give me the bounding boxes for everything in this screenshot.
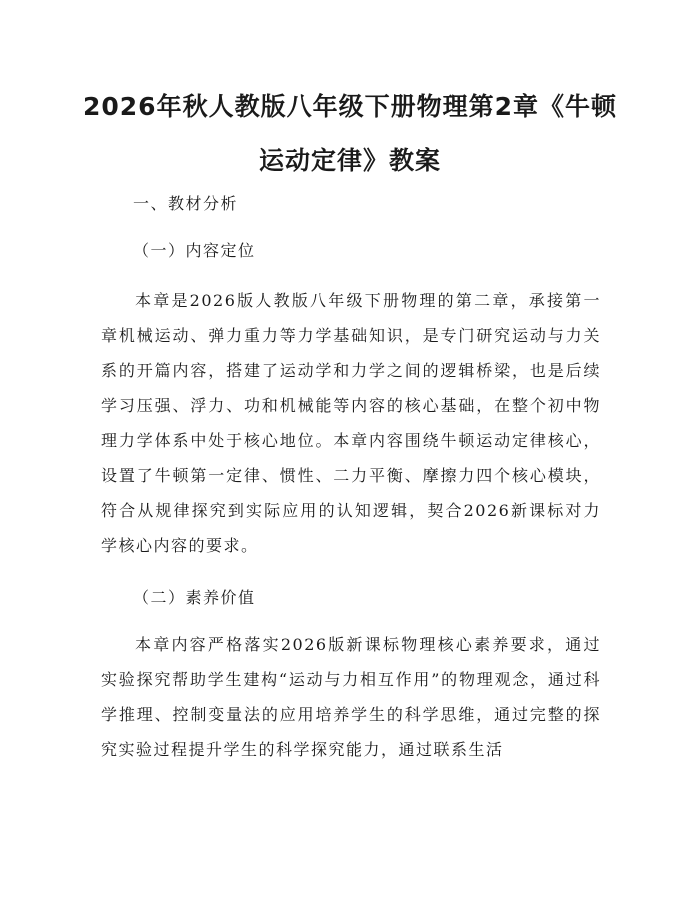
document-title: 2026年秋人教版八年级下册物理第2章《牛顿运动定律》教案 — [83, 92, 617, 175]
subsection-heading-content-positioning: （一）内容定位 — [133, 241, 256, 260]
section-heading-textbook-analysis: 一、教材分析 — [133, 194, 239, 213]
paragraph-literacy-value: 本章内容严格落实2026版新课标物理核心素养要求，通过实验探究帮助学生建构“运动与力相互作用”的物理观念，通过科学推理、控制变量法的应用培养学生的科学思维，通过完整的探究实验过程提升学生的科学探究能力，通过联系生活 — [101, 635, 601, 759]
subsection-heading-literacy-value: （二）素养价值 — [133, 588, 256, 607]
paragraph-content-positioning: 本章是2026版人教版八年级下册物理的第二章，承接第一章机械运动、弹力重力等力学基础知识，是专门研究运动与力关系的开篇内容，搭建了运动学和力学之间的逻辑桥梁，也是后续学习压强、浮力、功和机械能等内容的核心基础，在整个初中物理力学体系中处于核心地位。本章内容围绕牛顿运动定律核心，设置了牛顿第一定律、惯性、二力平衡、摩擦力四个核心模块，符合从规律探究到实际应用的认知逻辑，契合2026新课标对力学核心内容的要求。 — [101, 291, 601, 555]
